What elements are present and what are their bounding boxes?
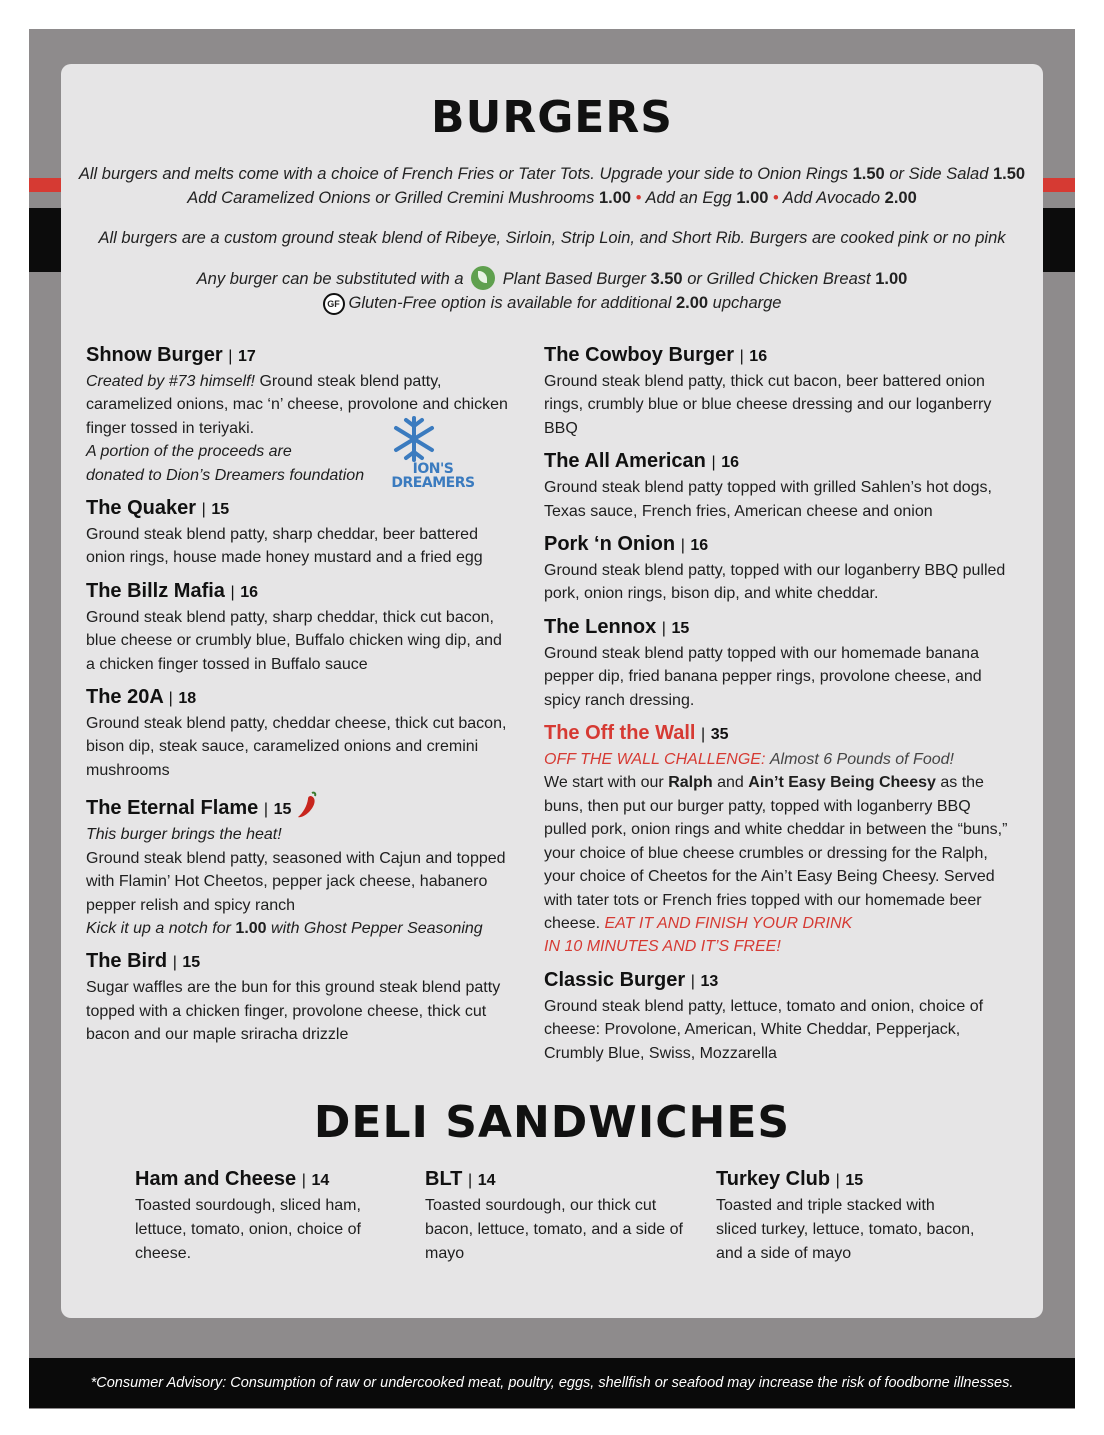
right-black-stripe <box>1043 208 1075 272</box>
item-description: Toasted and triple stacked with sliced turkey, lettuce, tomato, bacon, and a side of mayo <box>716 1197 975 1262</box>
right-red-stripe <box>1043 178 1075 192</box>
item-title: The Quaker | 15 <box>86 497 230 520</box>
item-title: The Eternal Flame | 15 <box>86 790 511 823</box>
item-title: The Off the Wall | 35 <box>544 722 729 745</box>
item-title: Shnow Burger | 17 <box>86 344 256 366</box>
item-description: Ground steak blend patty, sharp cheddar, thick cut bacon, blue cheese or crumbly blue, Buffalo chicken wing dip, and a chicken finger tossed in Buffalo sauce <box>86 608 502 673</box>
item-description: Toasted sourdough, sliced ham, lettuce, tomato, onion, choice of cheese. <box>135 1197 361 1262</box>
menu-item <box>86 790 511 940</box>
separator-dot: • <box>635 189 642 207</box>
item-title: The All American | 16 <box>544 450 739 473</box>
menu-item <box>544 448 1014 523</box>
gluten-free-icon: GF <box>323 293 345 315</box>
item-description: Created by #73 himself! Ground steak blend patty, caramelized onions, mac ‘n’ cheese, provolone and chicken finger tossed in teriyaki. <box>86 373 508 437</box>
sides-line: All burgers and melts come with a choice of French Fries or Tater Tots. Upgrade your side to Onion Rings 1.50 or Side Salad 1.50 <box>78 165 1026 183</box>
item-title: The Cowboy Burger | 16 <box>544 344 768 366</box>
item-description: OFF THE WALL CHALLENGE: Almost 6 Pounds of Food! We start with our Ralph and Ain’t Easy Being Cheesy as the buns, then put our burger patty, topped with loganberry BBQ pulled pork, onion rings and white cheddar in between the “buns,” your choice of blue cheese crumbles or dressing for the Ralph, your choice of Cheetos for the Ain’t Easy Being Cheesy. Served with tater tots or French fries topped with our homemade beer cheese. EAT IT AND FINISH YOUR DRINK IN 10 MINUTES AND IT’S FREE! <box>544 751 1008 956</box>
menu-item <box>86 948 511 1046</box>
deli-item <box>716 1166 976 1266</box>
chili-pepper-icon <box>295 790 319 820</box>
burgers-title: BURGERS <box>431 92 673 143</box>
plant-based-icon <box>471 266 495 290</box>
item-description: Sugar waffles are the bun for this ground steak blend patty topped with a chicken finger, provolone cheese, thick cut bacon and our maple sriracha drizzle <box>86 979 501 1044</box>
menu-item-off-the-wall <box>544 720 1014 959</box>
item-description: This burger brings the heat! Ground steak blend patty, seasoned with Cajun and topped with Flamin’ Hot Cheetos, pepper jack cheese, habanero pepper relish and spicy ranch Kick it up a notch for 1.00 with Ghost Pepper Seasoning <box>86 826 506 937</box>
item-description: Ground steak blend patty, topped with our loganberry BBQ pulled pork, onion rings, bison dip, and white cheddar. <box>544 562 1006 603</box>
item-title: Turkey Club | 15 <box>716 1168 864 1190</box>
separator-dot: • <box>773 189 779 207</box>
addons-line: Add Caramelized Onions or Grilled Cremini Mushrooms 1.00 • Add an Egg 1.00 • Add Avocado 2.00 <box>187 189 917 207</box>
item-description: Ground steak blend patty, cheddar cheese, thick cut bacon, bison dip, steak sauce, caramelized onions and cremini mushrooms <box>86 715 507 779</box>
item-title: The Bird | 15 <box>86 950 201 973</box>
item-description: Ground steak blend patty topped with grilled Sahlen’s hot dogs, Texas sauce, French fries, American cheese and onion <box>544 479 992 520</box>
item-description: Ground steak blend patty, thick cut bacon, beer battered onion rings, crumbly blue or blue cheese dressing and our loganberry BBQ <box>544 373 992 437</box>
item-description: Ground steak blend patty topped with our homemade banana pepper dip, fried banana pepper rings, provolone cheese, and spicy ranch dressing. <box>544 644 982 709</box>
menu-item <box>86 495 511 570</box>
deli-item <box>425 1166 685 1266</box>
menu-item <box>544 967 1014 1065</box>
menu-item <box>86 684 511 782</box>
item-description: Ground steak blend patty, sharp cheddar, beer battered onion rings, house made honey mustard and a fried egg <box>86 526 483 567</box>
deli-title: DELI SANDWICHES <box>313 1097 791 1148</box>
menu-item <box>544 614 1014 712</box>
left-black-stripe <box>29 208 61 272</box>
sides-note <box>70 162 1034 210</box>
dions-dreamers-logo <box>384 414 480 492</box>
item-title: BLT | 14 <box>425 1168 496 1190</box>
blend-note: All burgers are a custom ground steak blend of Ribeye, Sirloin, Strip Loin, and Short Rib. Burgers are cooked pink or no pink <box>98 229 1006 247</box>
substitute-note <box>70 266 1034 315</box>
consumer-advisory: *Consumer Advisory: Consumption of raw or undercooked meat, poultry, eggs, shellfish or seafood may increase the risk of foodborne illnesses. <box>29 1358 1075 1408</box>
menu-item <box>544 531 1014 606</box>
burgers-right-column <box>544 342 1014 1073</box>
snowflake-icon <box>384 414 480 464</box>
left-red-stripe <box>29 178 61 192</box>
item-description: Toasted sourdough, our thick cut bacon, lettuce, tomato, and a side of mayo <box>425 1197 683 1262</box>
deli-item <box>135 1166 395 1266</box>
dions-dreamers-logo-text: ION'S DREAMERS <box>391 461 475 491</box>
item-description: Ground steak blend patty, lettuce, tomato and onion, choice of cheese: Provolone, American, White Cheddar, Pepperjack, Crumbly Blue, Swiss, Mozzarella <box>544 997 984 1062</box>
item-title: Ham and Cheese | 14 <box>135 1168 330 1190</box>
item-title: The 20A | 18 <box>86 686 197 709</box>
menu-item <box>86 578 511 676</box>
proceeds-note: A portion of the proceeds are donated to Dion’s Dreamers foundation <box>86 443 365 484</box>
item-title: Pork ‘n Onion | 16 <box>544 533 709 556</box>
substitute-line: Any burger can be substituted with a Plant Based Burger 3.50 or Grilled Chicken Breast 1.00 <box>70 266 1034 291</box>
item-title: Classic Burger | 13 <box>544 968 719 991</box>
item-title: The Lennox | 15 <box>544 615 690 638</box>
gluten-free-line: GF Gluten-Free option is available for additional 2.00 upcharge <box>70 291 1034 315</box>
menu-item <box>544 342 1014 440</box>
item-title: The Billz Mafia | 16 <box>86 579 258 602</box>
